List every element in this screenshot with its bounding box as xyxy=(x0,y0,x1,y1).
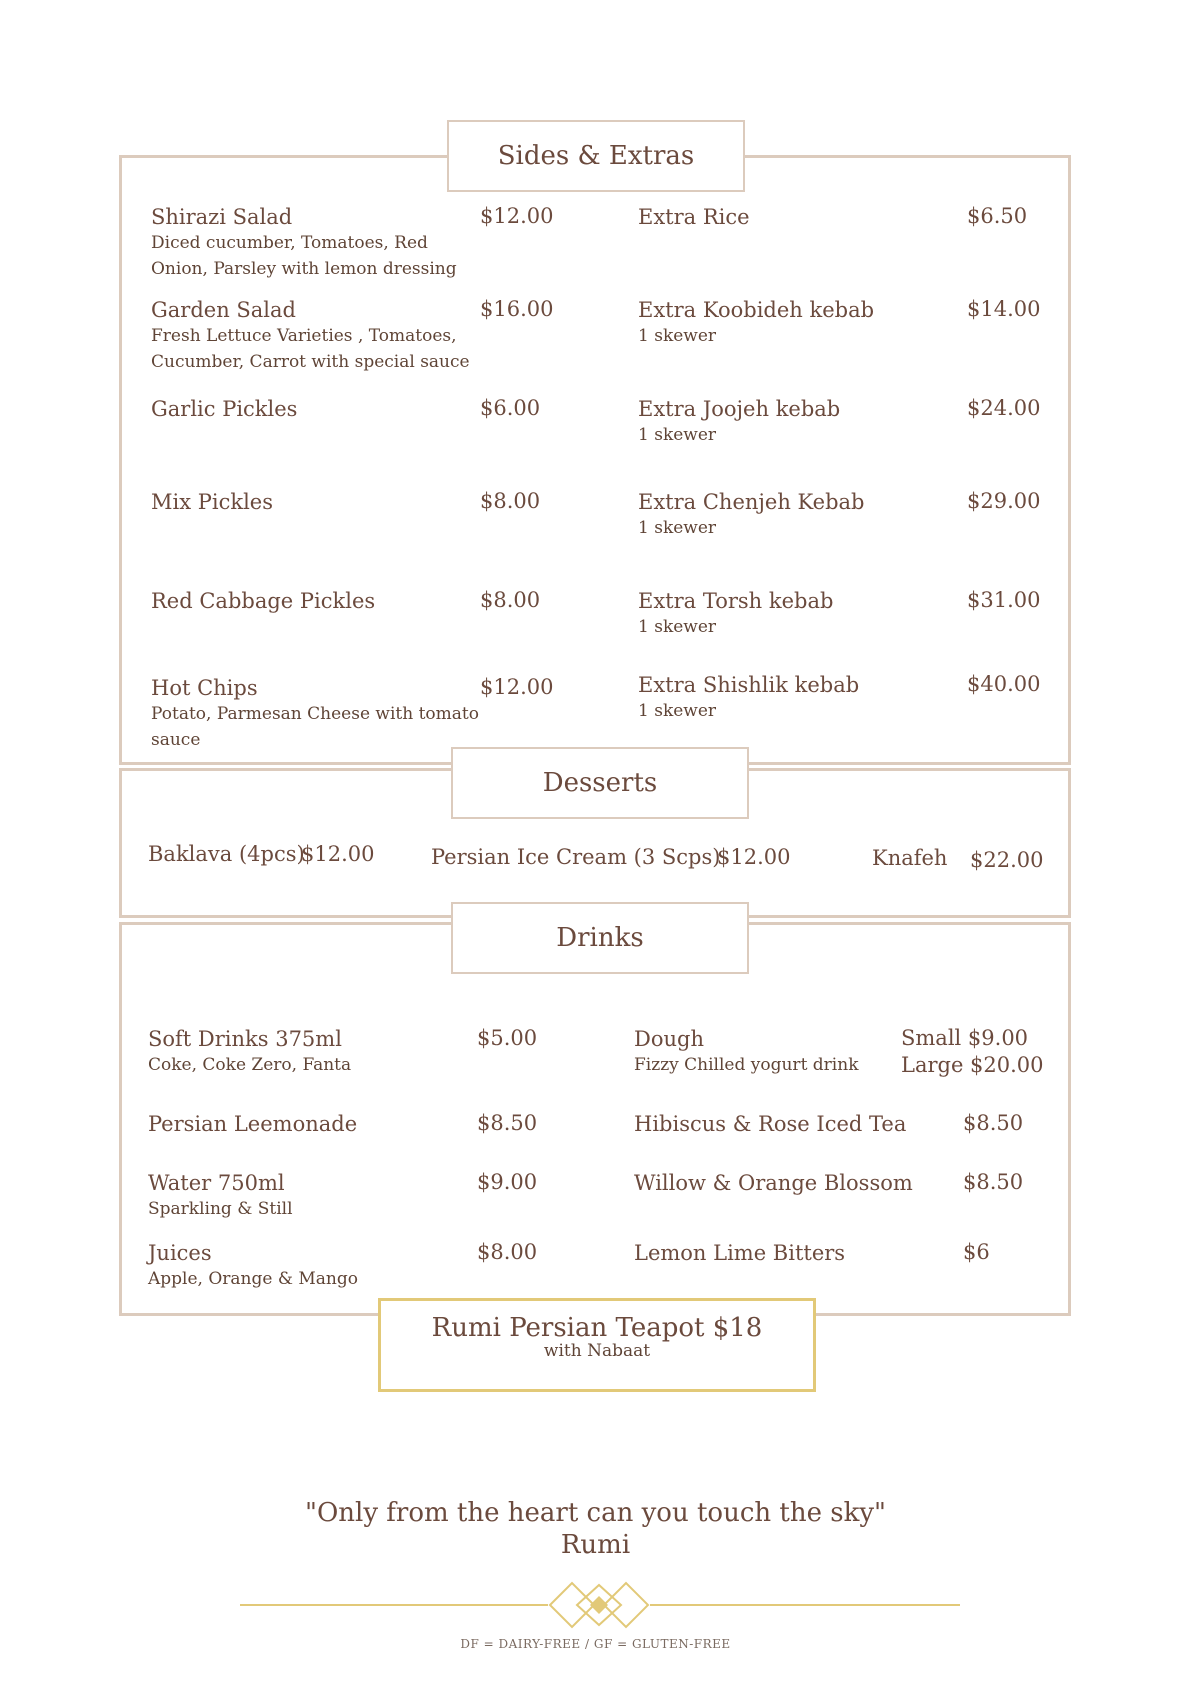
item-name: Extra Shishlik kebab xyxy=(638,673,860,697)
item-price: $8.50 xyxy=(477,1111,538,1135)
item-desc: Sparkling & Still xyxy=(148,1199,293,1219)
item-price: $31.00 xyxy=(967,588,1041,612)
ornament-divider-icon xyxy=(240,1580,960,1630)
item-desc: 1 skewer xyxy=(638,518,717,538)
menu-item-extra-shishlik xyxy=(638,672,859,724)
dessert-price: $12.00 xyxy=(301,842,375,866)
item-name: Hot Chips xyxy=(151,676,258,700)
dessert-name: Knafeh xyxy=(872,846,948,870)
menu-item-extra-koobideh xyxy=(638,297,874,349)
item-name: Mix Pickles xyxy=(151,490,273,514)
item-name: Extra Koobideh kebab xyxy=(638,298,875,322)
ornament-diamond-left xyxy=(550,1583,594,1627)
item-price: $8.00 xyxy=(480,588,541,612)
item-name: Extra Torsh kebab xyxy=(638,589,834,613)
item-price: $6.50 xyxy=(967,204,1028,228)
dessert-price: $22.00 xyxy=(970,848,1044,872)
dessert-name: Persian Ice Cream (3 Scps) xyxy=(431,845,721,869)
item-name: Garlic Pickles xyxy=(151,397,298,421)
item-desc: Potato, Parmesan Cheese with tomato xyxy=(151,704,479,724)
teapot-subtitle: with Nabaat xyxy=(543,1341,651,1361)
drink-persian-leemonade xyxy=(148,1111,357,1137)
item-desc: Fizzy Chilled yogurt drink xyxy=(634,1055,859,1075)
quote-text: "Only from the heart can you touch the sky" xyxy=(305,1498,886,1528)
item-price: $6 xyxy=(963,1240,990,1264)
drink-juices xyxy=(148,1240,358,1292)
menu-item-extra-rice xyxy=(638,204,750,230)
item-desc: Diced cucumber, Tomatoes, Red xyxy=(151,233,428,253)
item-desc: Coke, Coke Zero, Fanta xyxy=(148,1055,352,1075)
item-price: $8.00 xyxy=(477,1240,538,1264)
item-price-large: Large $20.00 xyxy=(901,1053,1044,1077)
drink-lemon-lime-bitters xyxy=(634,1240,845,1266)
item-price: $16.00 xyxy=(480,297,554,321)
item-desc: Apple, Orange & Mango xyxy=(148,1269,358,1289)
item-name: Willow & Orange Blossom xyxy=(634,1171,913,1195)
desserts-title: Desserts xyxy=(451,747,749,819)
drink-dough xyxy=(634,1026,859,1078)
item-name: Soft Drinks 375ml xyxy=(148,1027,342,1051)
item-name: Hibiscus & Rose Iced Tea xyxy=(634,1112,907,1136)
drink-willow-orange xyxy=(634,1170,913,1196)
menu-item-extra-joojeh xyxy=(638,396,840,448)
menu-item-garden-salad xyxy=(151,297,470,375)
menu-item-red-cabbage-pickles xyxy=(151,588,375,614)
teapot-feature xyxy=(378,1298,816,1392)
menu-item-mix-pickles xyxy=(151,489,273,515)
item-name: Red Cabbage Pickles xyxy=(151,589,376,613)
item-price: $14.00 xyxy=(967,297,1041,321)
ornament-diamond-right xyxy=(604,1583,648,1627)
item-desc: Onion, Parsley with lemon dressing xyxy=(151,259,457,279)
item-desc: 1 skewer xyxy=(638,617,717,637)
quote-author: Rumi xyxy=(560,1530,631,1560)
item-desc: Cucumber, Carrot with special sauce xyxy=(151,352,470,372)
item-name: Dough xyxy=(634,1027,704,1051)
item-name: Extra Rice xyxy=(638,205,750,229)
item-name: Water 750ml xyxy=(148,1171,285,1195)
menu-item-hot-chips xyxy=(151,675,479,753)
sides-title: Sides & Extras xyxy=(447,120,745,192)
item-name: Extra Joojeh kebab xyxy=(638,397,841,421)
item-desc: sauce xyxy=(151,730,201,750)
menu-item-garlic-pickles xyxy=(151,396,297,422)
item-desc: 1 skewer xyxy=(638,425,717,445)
item-name: Persian Leemonade xyxy=(148,1112,358,1136)
item-name: Extra Chenjeh Kebab xyxy=(638,490,865,514)
item-price-small: Small $9.00 xyxy=(901,1026,1029,1050)
item-name: Lemon Lime Bitters xyxy=(634,1241,846,1265)
teapot-title: Rumi Persian Teapot $18 xyxy=(431,1313,763,1343)
menu-item-extra-chenjeh xyxy=(638,489,865,541)
item-price: $24.00 xyxy=(967,396,1041,420)
item-price: $9.00 xyxy=(477,1170,538,1194)
item-name: Juices xyxy=(148,1241,212,1265)
drink-water xyxy=(148,1170,293,1222)
menu-item-extra-torsh xyxy=(638,588,833,640)
dietary-footnote: DF = DAIRY-FREE / GF = GLUTEN-FREE xyxy=(460,1637,731,1651)
dessert-name: Baklava (4pcs) xyxy=(148,842,305,866)
item-price: $8.00 xyxy=(480,489,541,513)
dessert-price: $12.00 xyxy=(717,845,791,869)
item-price: $12.00 xyxy=(480,204,554,228)
item-price: $29.00 xyxy=(967,489,1041,513)
item-price: $8.50 xyxy=(963,1111,1024,1135)
item-desc: 1 skewer xyxy=(638,701,717,721)
menu-item-shirazi-salad xyxy=(151,204,457,282)
item-price: $12.00 xyxy=(480,675,554,699)
drink-soft-drinks xyxy=(148,1026,351,1078)
item-name: Shirazi Salad xyxy=(151,205,293,229)
item-name: Garden Salad xyxy=(151,298,296,322)
item-desc: 1 skewer xyxy=(638,326,717,346)
item-price: $6.00 xyxy=(480,396,541,420)
item-price: $8.50 xyxy=(963,1170,1024,1194)
item-price: $5.00 xyxy=(477,1026,538,1050)
drinks-title: Drinks xyxy=(451,902,749,974)
item-desc: Fresh Lettuce Varieties , Tomatoes, xyxy=(151,326,457,346)
ornament-diamond-core xyxy=(590,1596,608,1614)
drink-hibiscus-rose xyxy=(634,1111,906,1137)
item-price: $40.00 xyxy=(967,672,1041,696)
